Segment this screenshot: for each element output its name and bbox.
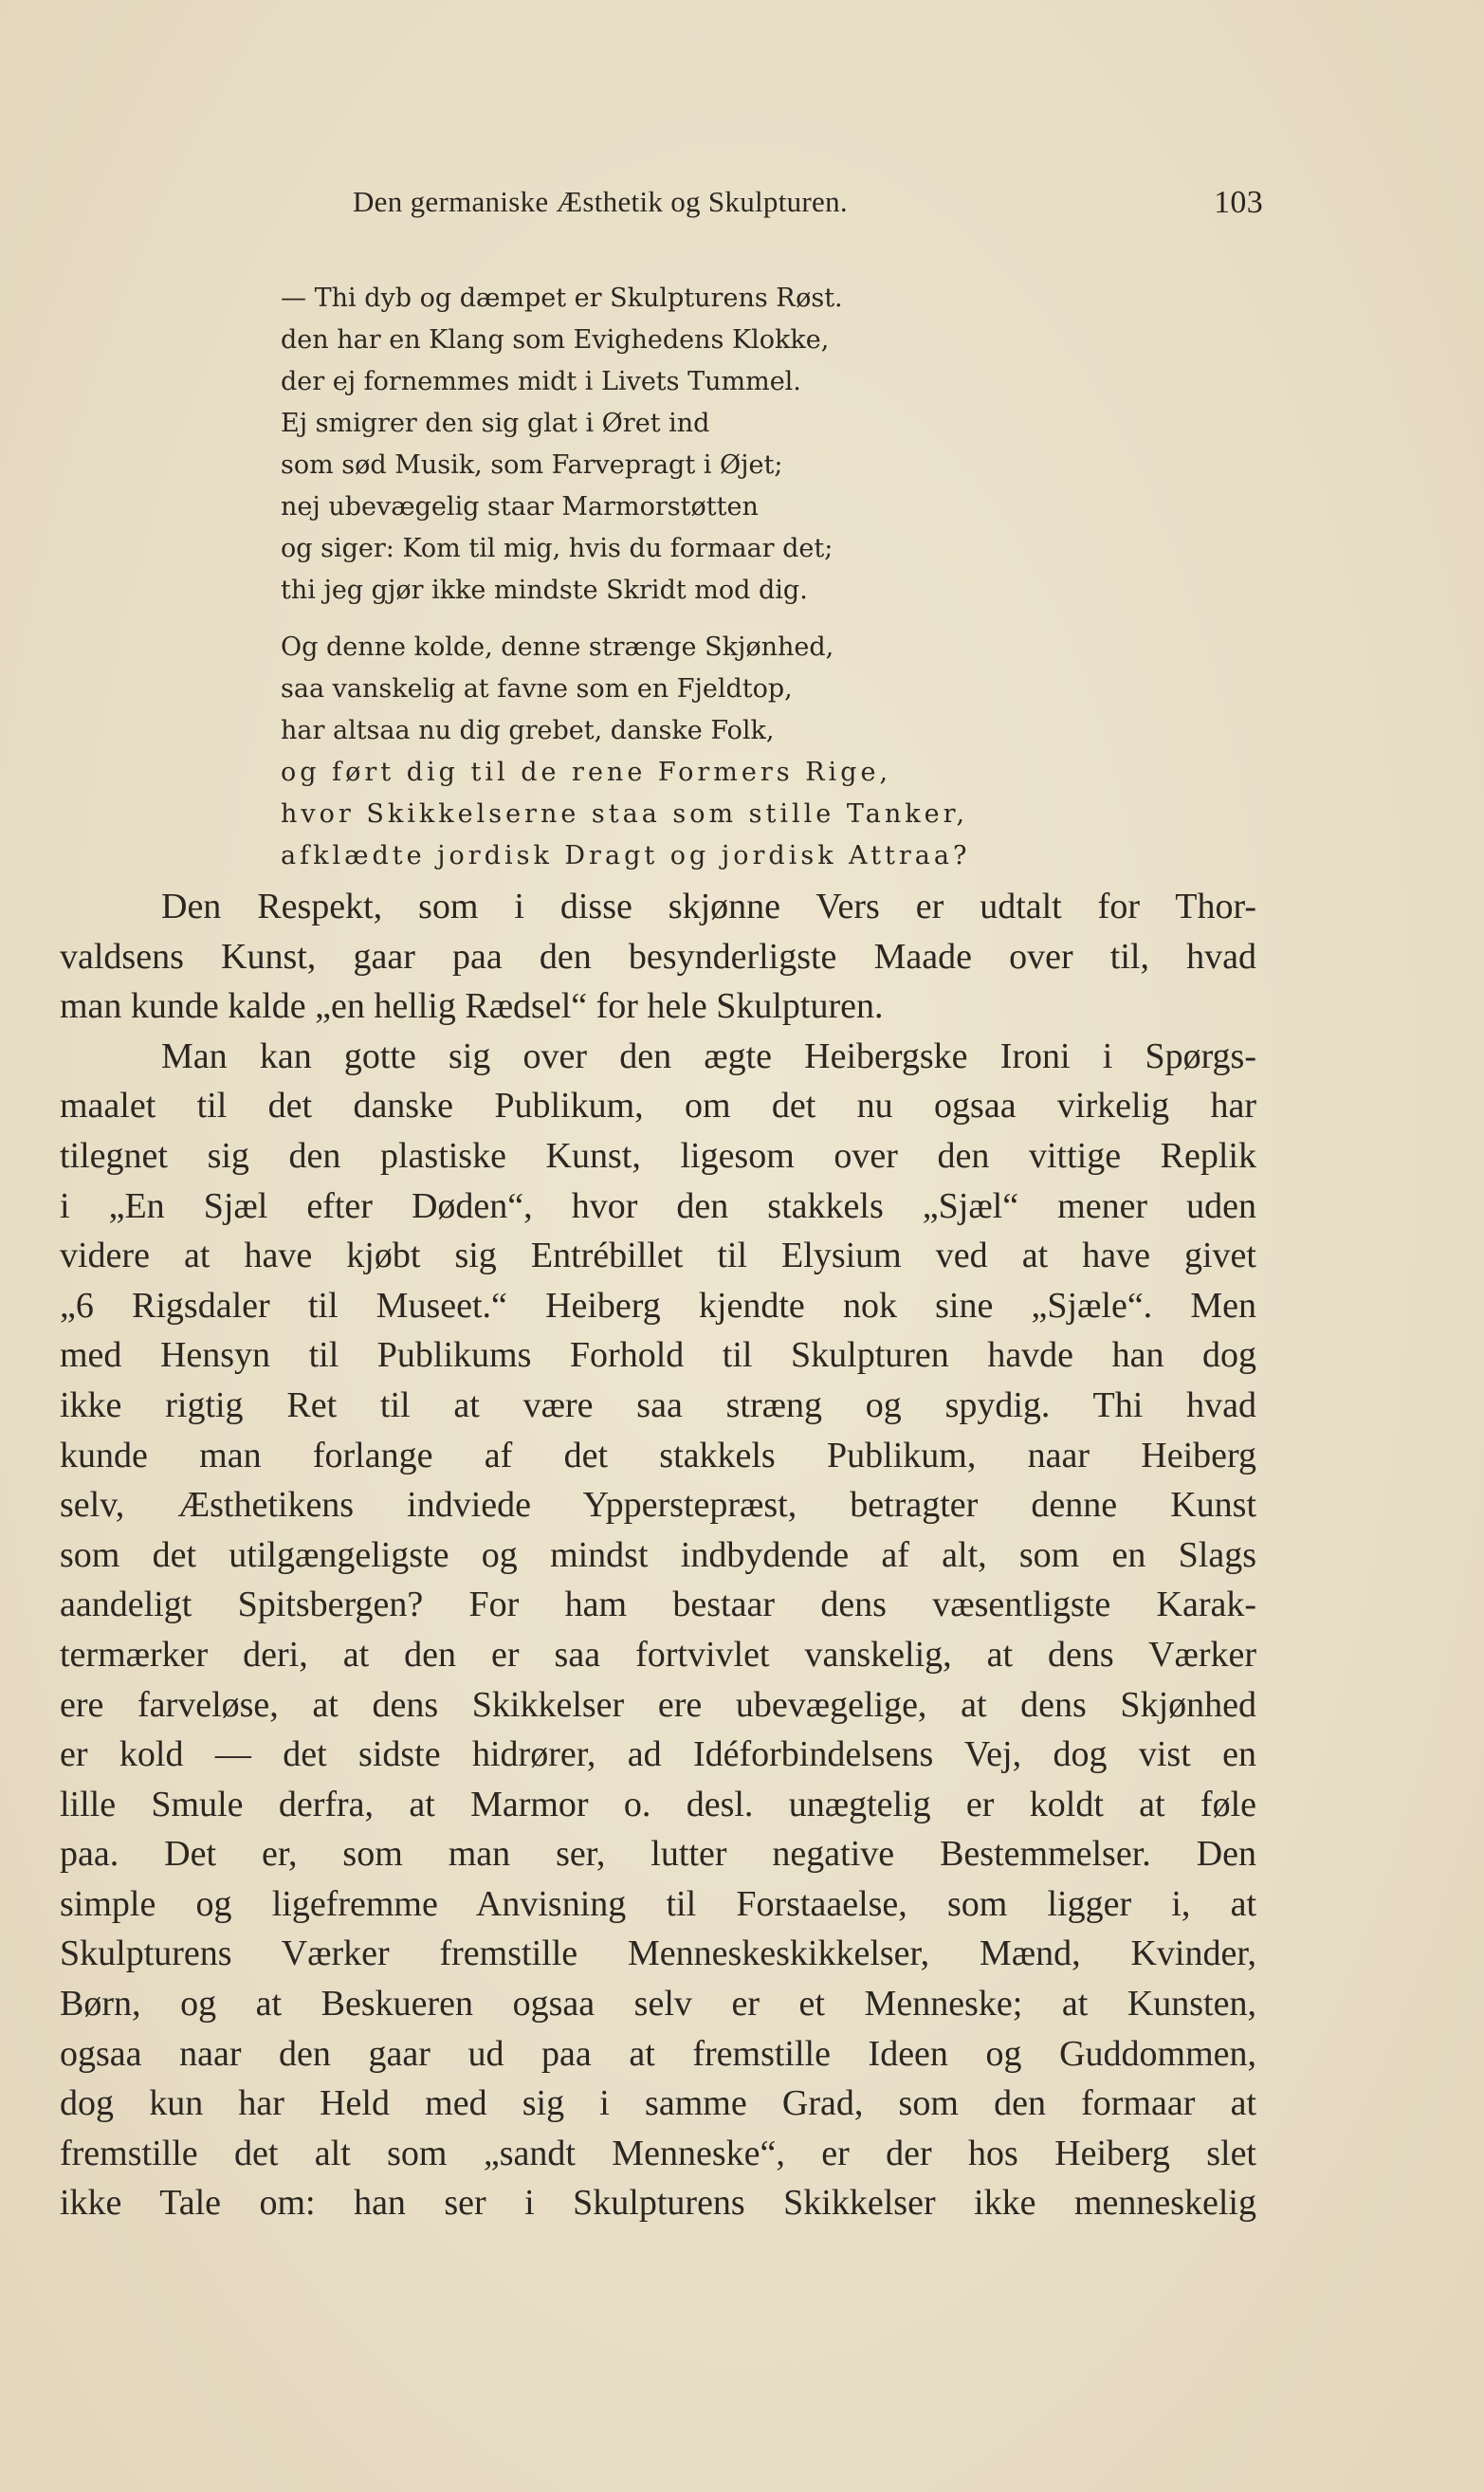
text-line: fremstille det alt som „sandt Menneske“, er der hos Heiberg slet xyxy=(60,2133,1256,2173)
text-line: ikke rigtig Ret til at være saa stræng og spydig. Thi hvad xyxy=(60,1384,1256,1425)
poem-line: har altsaa nu dig grebet, danske Folk, xyxy=(281,716,775,745)
text-line: med Hensyn til Publikums Forhold til Skulpturen havde han dog xyxy=(60,1335,1256,1376)
text-line: „6 Rigsdaler til Museet.“ Heiberg kjendte nok sine „Sjæle“. Men xyxy=(60,1285,1256,1326)
paragraph-1 xyxy=(60,882,1256,1032)
text-line: lille Smule derfra, at Marmor o. desl. unægtelig er koldt at føle xyxy=(60,1784,1256,1824)
text-line: i „En Sjæl efter Døden“, hvor den stakkels „Sjæl“ mener uden xyxy=(60,1185,1256,1226)
text-line: Børn, og at Beskueren ogsaa selv er et Menneske; at Kunsten, xyxy=(60,1984,1256,2025)
poem-line: Og denne kolde, denne strænge Skjønhed, xyxy=(281,632,834,662)
text-line: simple og ligefremme Anvisning til Forstaaelse, som ligger i, at xyxy=(60,1883,1256,1924)
text-line: man kunde kalde „en hellig Rædsel“ for hele Skulpturen. xyxy=(60,986,884,1027)
text-line: paa. Det er, som man ser, lutter negative Bestemmelser. Den xyxy=(60,1834,1256,1875)
text-line: Den Respekt, som i disse skjønne Vers er udtalt for Thor- xyxy=(161,887,1256,926)
text-line: kunde man forlange af det stakkels Publikum, naar Heiberg xyxy=(60,1435,1256,1475)
text-line: Man kan gotte sig over den ægte Heibergske Ironi i Spørgs- xyxy=(161,1035,1256,1076)
poem-line: der ej fornemmes midt i Livets Tummel. xyxy=(281,367,801,396)
body-text xyxy=(60,882,1256,2228)
poem-line: thi jeg gjør ikke mindste Skridt mod dig. xyxy=(281,576,808,605)
poem-line: den har en Klang som Evighedens Klokke, xyxy=(281,325,830,355)
poem-line: og ført dig til de rene Formers Rige, xyxy=(281,758,892,787)
poem-stanza-2 xyxy=(281,627,1134,877)
poem-stanza-1 xyxy=(281,278,1134,612)
poem-line: — Thi dyb og dæmpet er Skulpturens Røst. xyxy=(281,284,843,313)
text-line: maalet til det danske Publikum, om det nu ogsaa virkelig har xyxy=(60,1086,1256,1127)
text-line: valdsens Kunst, gaar paa den besynderligste Maade over til, hvad xyxy=(60,936,1256,977)
paragraph-2 xyxy=(60,1032,1256,2228)
poem-line: som sød Musik, som Farvepragt i Øjet; xyxy=(281,450,783,480)
poem-line: saa vanskelig at favne som en Fjeldtop, xyxy=(281,674,793,704)
text-line: dog kun har Held med sig i samme Grad, som den formaar at xyxy=(60,2083,1256,2124)
text-line: selv, Æsthetikens indviede Ypperstepræst, betragter denne Kunst xyxy=(60,1485,1256,1526)
poem-line: afklædte jordisk Dragt og jordisk Attraa? xyxy=(281,841,971,870)
text-line: er kold — det sidste hidrører, ad Idéforbindelsens Vej, dog vist en xyxy=(60,1734,1256,1775)
poem-line: Ej smigrer den sig glat i Øret ind xyxy=(281,409,710,438)
page-header xyxy=(353,185,1263,227)
poem-line: nej ubevægelig staar Marmorstøtten xyxy=(281,492,759,522)
text-line: videre at have kjøbt sig Entrébillet til Elysium ved at have givet xyxy=(60,1236,1256,1276)
poem-line: hvor Skikkelserne staa som stille Tanker, xyxy=(281,799,969,829)
quoted-poem xyxy=(281,278,1134,877)
text-line: ogsaa naar den gaar ud paa at fremstille Ideen og Guddommen, xyxy=(60,2033,1256,2074)
poem-line: og siger: Kom til mig, hvis du formaar det; xyxy=(281,534,834,563)
text-line: tilegnet sig den plastiske Kunst, ligesom over den vittige Replik xyxy=(60,1135,1256,1176)
text-line: aandeligt Spitsbergen? For ham bestaar dens væsentligste Karak- xyxy=(60,1585,1256,1625)
text-line: ere farveløse, at dens Skikkelser ere ubevægelige, at dens Skjønhed xyxy=(60,1684,1256,1725)
text-line: Skulpturens Værker fremstille Menneskeskikkelser, Mænd, Kvinder, xyxy=(60,1933,1256,1974)
page-number: 103 xyxy=(1214,185,1263,220)
running-title: Den germaniske Æsthetik og Skulpturen. xyxy=(353,185,848,218)
text-line: termærker deri, at den er saa fortvivlet vanskelig, at dens Værker xyxy=(60,1634,1256,1675)
text-line: som det utilgængeligste og mindst indbydende af alt, som en Slags xyxy=(60,1534,1256,1575)
text-line: ikke Tale om: han ser i Skulpturens Skikkelser ikke menneskelig xyxy=(60,2183,1256,2224)
